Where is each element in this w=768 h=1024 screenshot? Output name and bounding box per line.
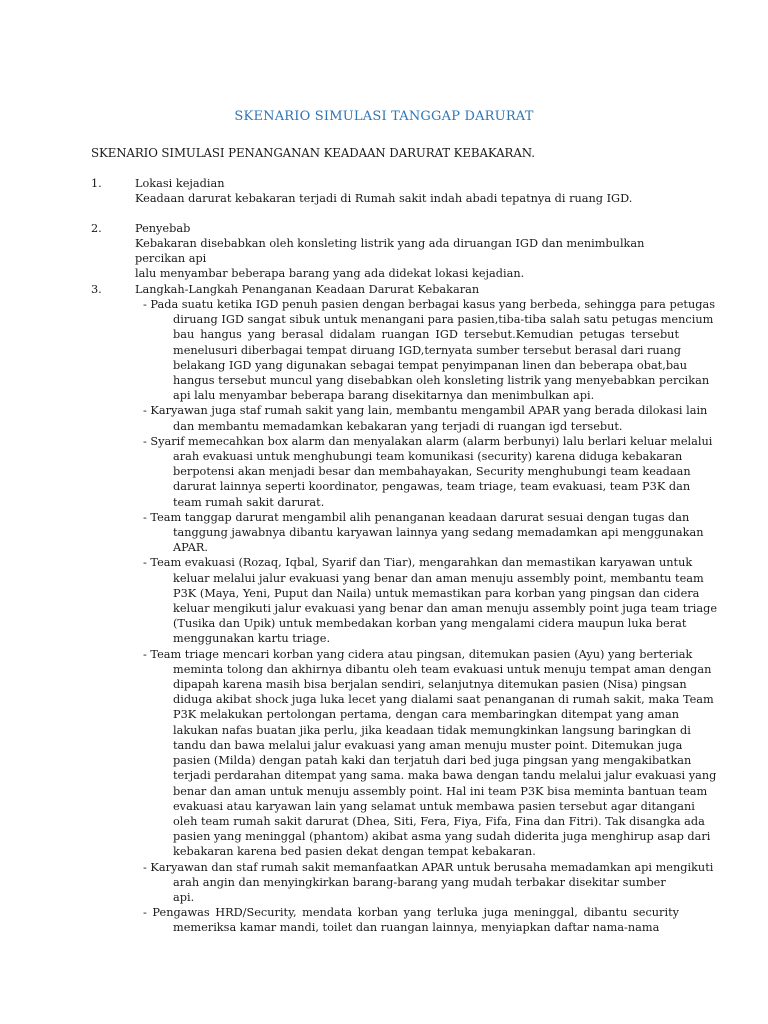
bullet-line: APAR. (173, 541, 208, 555)
bullet-line: menelusuri diberbagai tempat diruang IGD,ternyata sumber tersebut berasal dari ruang (173, 343, 681, 357)
bullet-line: dipapah karena masih bisa berjalan sendiri, selanjutnya ditemukan pasien (Nisa) pingsan (173, 678, 687, 692)
bullet-line: - Syarif memecahkan box alarm dan menyalakan alarm (alarm berbunyi) lalu berlari keluar melalui (143, 434, 713, 448)
bullet-line: oleh team rumah sakit darurat (Dhea, Siti, Fera, Fiya, Fifa, Fina dan Fitri). Tak disangka ada (173, 814, 705, 828)
bullet-item (135, 555, 718, 646)
bullet-line: menggunakan kartu triage. (173, 632, 331, 646)
section-number: 3. (91, 283, 102, 296)
bullet-line: - Karyawan juga staf rumah sakit yang lain, membantu mengambil APAR yang berada dilokasi lain (143, 404, 708, 418)
bullet-line: keluar melalui jalur evakuasi yang benar dan aman menuju assembly point, membantu team (173, 571, 704, 585)
section-body (135, 236, 679, 282)
bullet-line: - Team evakuasi (Rozaq, Iqbal, Syarif dan Tiar), mengarahkan dan memastikan karyawan untuk (143, 556, 693, 570)
bullet-item (135, 403, 708, 433)
bullet-line: berpotensi akan menjadi besar dan membahayakan, Security menghubungi team keadaan (173, 465, 691, 479)
bullet-list (135, 297, 718, 936)
bullet-line: team rumah sakit darurat. (173, 495, 325, 509)
bullet-line: belakang IGD yang digunakan sebagai tempat penyimpanan linen dan beberapa obat,bau (173, 358, 688, 372)
bullet-line: keluar mengikuti jalur evakuasi yang benar dan aman menuju assembly point juga team triage (173, 602, 718, 616)
bullet-line: arah evakuasi untuk menghubungi team komunikasi (security) karena diduga kebakaran (173, 450, 683, 464)
bullet-line: diduga akibat shock juga luka lecet yang dialami saat penanganan di rumah sakit, maka Team (173, 693, 714, 707)
bullet-item (135, 905, 679, 935)
bullet-line: arah angin dan menyingkirkan barang-barang yang mudah terbakar disekitar sumber api. (173, 875, 666, 904)
bullet-line: - Team triage mencari korban yang cidera atau pingsan, ditemukan pasien (Ayu) yang berteriak (143, 647, 693, 661)
bullet-line: meminta tolong dan akhirnya dibantu oleh team evakuasi untuk menuju tempat aman dengan (173, 662, 712, 676)
document-title: SKENARIO SIMULASI TANGGAP DARURAT (234, 109, 534, 124)
section-heading: Penyebab (135, 222, 191, 235)
bullet-line: - Karyawan dan staf rumah sakit memanfaatkan APAR untuk berusaha memadamkan api mengikuti (143, 860, 714, 874)
bullet-line: benar dan aman untuk menuju assembly point. Hal ini team P3K bisa meminta bantuan team (173, 784, 708, 798)
bullet-item (135, 510, 704, 556)
bullet-line: dan membantu memadamkan kebakaran yang terjadi di ruangan igd tersebut. (173, 419, 623, 433)
paragraph-line: Kebakaran disebabkan oleh konsleting listrik yang ada diruangan IGD dan menimbulkan percikan api (135, 237, 645, 266)
bullet-line: - Pengawas HRD/Security, mendata korban yang terluka juga meninggal, dibantu security (143, 906, 679, 920)
bullet-line: lakukan nafas buatan jika perlu, jika keadaan tidak memungkinkan langsung baringkan di (173, 723, 691, 737)
bullet-item (135, 647, 717, 860)
paragraph-line: lalu menyambar beberapa barang yang ada didekat lokasi kejadian. (135, 267, 525, 281)
bullet-line: - Team tanggap darurat mengambil alih penanganan keadaan darurat sesuai dengan tugas dan (143, 510, 690, 524)
bullet-line: pasien yang meninggal (phantom) akibat asma yang sudah diderita juga menghirup asap dari (173, 830, 711, 844)
bullet-item (135, 434, 713, 510)
section-heading: Langkah-Langkah Penanganan Keadaan Darurat Kebakaran (135, 283, 480, 296)
bullet-line: tanggung jawabnya dibantu karyawan lainnya yang sedang memadamkan api menggunakan (173, 526, 704, 540)
bullet-item (135, 860, 714, 906)
section-number: 1. (91, 177, 102, 190)
section-number: 2. (91, 222, 102, 235)
bullet-line: P3K (Maya, Yeni, Puput dan Naila) untuk memastikan para korban yang pingsan dan cidera (173, 586, 700, 600)
bullet-line: - Pada suatu ketika IGD penuh pasien dengan berbagai kasus yang berbeda, sehingga para petugas (143, 298, 716, 311)
bullet-line: evakuasi atau karyawan lain yang selamat untuk membawa pasien tersebut agar ditangani (173, 799, 695, 813)
paragraph-line: Keadaan darurat kebakaran terjadi di Rumah sakit indah abadi tepatnya di ruang IGD. (135, 192, 633, 205)
bullet-line: pasien (Milda) dengan patah kaki dan terjatuh dari bed juga pingsan yang mengakibatkan (173, 754, 692, 768)
bullet-line: kebakaran karena bed pasien dekat dengan tempat kebakaran. (173, 845, 536, 859)
bullet-line: (Tusika dan Upik) untuk membedakan korban yang mengalami cidera maupun luka berat (173, 617, 687, 631)
bullet-line: terjadi perdarahan ditempat yang sama. maka bawa dengan tandu melalui jalur evakuasi yang (173, 769, 717, 783)
bullet-item (135, 297, 716, 403)
bullet-line: api lalu menyambar beberapa barang disekitarnya dan menimbulkan api. (173, 389, 595, 403)
bullet-line: darurat lainnya seperti koordinator, pengawas, team triage, team evakuasi, team P3K dan (173, 480, 691, 494)
document-subtitle: SKENARIO SIMULASI PENANGANAN KEADAAN DARURAT KEBAKARAN. (91, 146, 535, 160)
bullet-line: hangus tersebut muncul yang disebabkan oleh konsleting listrik yang menyebabkan percikan (173, 374, 710, 388)
bullet-line: bau hangus yang berasal didalam ruangan IGD tersebut.Kemudian petugas tersebut (173, 328, 679, 342)
section-heading: Lokasi kejadian (135, 177, 225, 190)
bullet-line: memeriksa kamar mandi, toilet dan ruangan lainnya, menyiapkan daftar nama-nama (173, 921, 660, 935)
bullet-line: diruang IGD sangat sibuk untuk menangani para pasien,tiba-tiba salah satu petugas mencium (173, 313, 714, 327)
bullet-line: P3K melakukan pertolongan pertama, dengan cara membaringkan ditempat yang aman (173, 708, 679, 722)
bullet-line: tandu dan bawa melalui jalur evakuasi yang aman menuju muster point. Ditemukan juga (173, 738, 683, 752)
section-body (135, 191, 679, 206)
